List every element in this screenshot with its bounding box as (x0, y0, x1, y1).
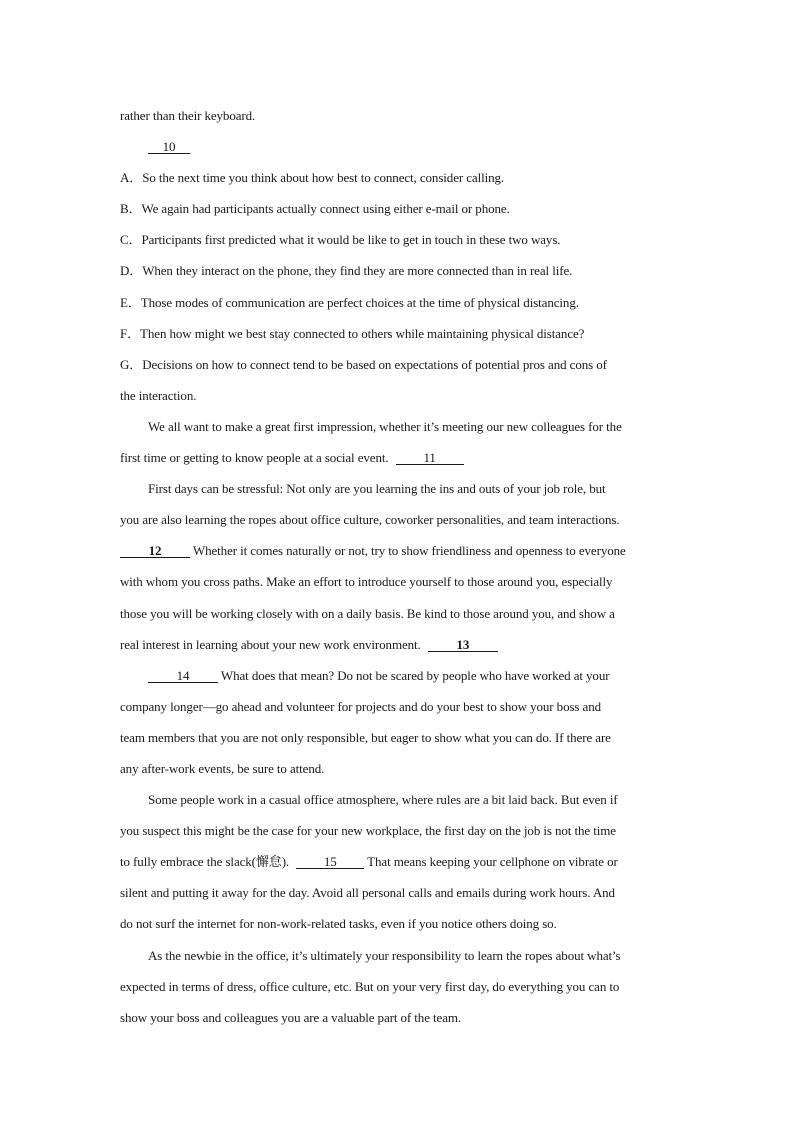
option-g: G．Decisions on how to connect tend to be based on expectations of potential pros and cons of (120, 356, 607, 372)
para2-line5: those you will be working closely with on a daily basis. Be kind to those around you, and show a (120, 605, 615, 621)
para4-line5: do not surf the internet for non-work-related tasks, even if you notice others doing so. (120, 916, 557, 932)
option-e: E．Those modes of communication are perfect choices at the time of physical distancing. (120, 294, 579, 310)
para2-line3 (120, 535, 672, 566)
para1-text: first time or getting to know people at a social event. (120, 450, 389, 466)
option-f: F．Then how might we best stay connected to others while maintaining physical distance? (120, 325, 585, 341)
para4-line1: Some people work in a casual office atmosphere, where rules are a bit laid back. But even if (148, 792, 618, 808)
para3-line3: team members that you are not only responsible, but eager to show what you can do. If there are (120, 729, 611, 745)
option-d: D．When they interact on the phone, they find they are more connected than in real life. (120, 263, 573, 279)
para3-line2: company longer—go ahead and volunteer for projects and do your best to show your boss and (120, 698, 602, 714)
blank-10-line (120, 131, 672, 162)
para2-line6 (120, 629, 672, 660)
option-a: A．So the next time you think about how best to connect, consider calling. (120, 170, 505, 186)
para4-text-3a: to fully embrace the slack(懈怠). (120, 854, 290, 870)
option-c: C．Participants first predicted what it would be like to get in touch in these two ways. (120, 232, 561, 248)
para5-line1: As the newbie in the office, it’s ultimately your responsibility to learn the ropes about what’s (148, 947, 621, 963)
answer-blank-10[interactable]: 10 (148, 140, 190, 154)
para2-text-6: real interest in learning about your new work environment. (120, 636, 421, 652)
answer-blank-14[interactable]: 14 (148, 669, 218, 683)
para4-line4: silent and putting it away for the day. Avoid all personal calls and emails during work hours. And (120, 885, 615, 901)
para2-line1: First days can be stressful: Not only are you learning the ins and outs of your job role, but (148, 481, 606, 497)
para5-line2: expected in terms of dress, office culture, etc. But on your very first day, do everything you can to (120, 978, 620, 994)
para4-line3 (120, 846, 672, 877)
para3-line4: any after-work events, be sure to attend. (120, 760, 325, 776)
option-g-continued: the interaction. (120, 387, 197, 403)
para1-line2 (120, 442, 672, 473)
para4-line2: you suspect this might be the case for your new workplace, the first day on the job is not the time (120, 823, 616, 839)
answer-blank-12[interactable]: 12 (120, 544, 190, 558)
intro-tail: rather than their keyboard. (120, 108, 256, 123)
option-b: B．We again had participants actually connect using either e-mail or phone. (120, 201, 510, 217)
para2-line2: you are also learning the ropes about office culture, coworker personalities, and team interactions. (120, 512, 620, 528)
answer-blank-15[interactable]: 15 (296, 855, 364, 869)
para2-line4: with whom you cross paths. Make an effort to introduce yourself to those around you, especially (120, 574, 613, 590)
para3-line1 (120, 660, 672, 691)
answer-blank-13[interactable]: 13 (428, 638, 498, 652)
para1-line1: We all want to make a great first impression, whether it’s meeting our new colleagues for the (148, 418, 622, 434)
para2-text-3: Whether it comes naturally or not, try to show friendliness and openness to everyone (192, 543, 626, 559)
answer-blank-11[interactable]: 11 (396, 451, 464, 465)
document-page (120, 100, 672, 1033)
para4-text-3b: That means keeping your cellphone on vibrate or (367, 854, 618, 870)
para3-text-1: What does that mean? Do not be scared by people who have worked at your (220, 667, 610, 683)
para5-line3: show your boss and colleagues you are a valuable part of the team. (120, 1009, 462, 1025)
